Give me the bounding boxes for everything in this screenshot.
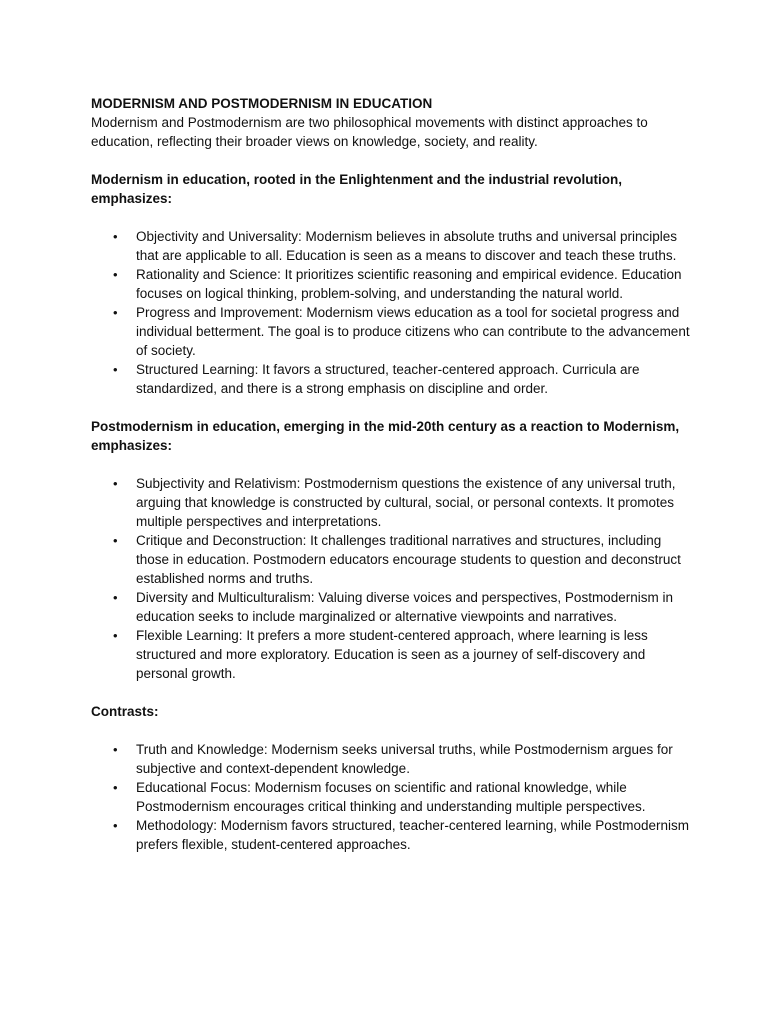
list-item-text: Diversity and Multiculturalism: Valuing diverse voices and perspectives, Postmodernism in education seeks to include marginalized or alternative viewpoints and narratives.: [136, 590, 673, 624]
bullet-icon: •: [113, 229, 118, 244]
bullet-list-contrasts: [91, 740, 691, 854]
list-item-text: Educational Focus: Modernism focuses on scientific and rational knowledge, while Postmodernism encourages critical thinking and understanding multiple perspectives.: [136, 780, 646, 814]
list-item-text: Methodology: Modernism favors structured, teacher-centered learning, while Postmodernism prefers flexible, student-centered approaches.: [136, 818, 690, 852]
list-item-text: Subjectivity and Relativism: Postmodernism questions the existence of any universal truth, arguing that knowledge is constructed by cultural, social, or personal contexts. It promotes multiple perspectives and interpretations.: [136, 476, 676, 529]
list-item-text: Progress and Improvement: Modernism views education as a tool for societal progress and individual betterment. The goal is to produce citizens who can contribute to the advancement of society.: [136, 305, 690, 358]
intro-paragraph: Modernism and Postmodernism are two philosophical movements with distinct approaches to education, reflecting their broader views on knowledge, society, and reality.: [91, 115, 648, 149]
bullet-list-modernism: [91, 227, 691, 398]
list-item: [91, 474, 691, 531]
bullet-icon: •: [113, 267, 118, 282]
list-item-text: Critique and Deconstruction: It challenges traditional narratives and structures, including those in education. Postmodern educators encourage students to question and deconstruct established norms and truths.: [136, 533, 681, 586]
list-item: [91, 816, 691, 854]
bullet-icon: •: [113, 590, 118, 605]
list-item-text: Objectivity and Universality: Modernism believes in absolute truths and universal principles that are applicable to all. Education is seen as a means to discover and teach these truths.: [136, 229, 678, 263]
document-title: MODERNISM AND POSTMODERNISM IN EDUCATION: [91, 96, 433, 111]
list-item-text: Flexible Learning: It prefers a more student-centered approach, where learning is less structured and more exploratory. Education is seen as a journey of self-discovery and personal growth.: [136, 628, 648, 681]
list-item: [91, 360, 691, 398]
list-item: [91, 265, 691, 303]
list-item-text: Rationality and Science: It prioritizes scientific reasoning and empirical evidence. Education focuses on logical thinking, problem-solving, and understanding the natural world.: [136, 267, 682, 301]
bullet-icon: •: [113, 362, 118, 377]
bullet-list-postmodernism: [91, 474, 691, 683]
section-heading-postmodernism: Postmodernism in education, emerging in the mid-20th century as a reaction to Modernism, emphasizes:: [91, 419, 680, 453]
list-item: [91, 778, 691, 816]
list-item-text: Truth and Knowledge: Modernism seeks universal truths, while Postmodernism argues for subjective and context-dependent knowledge.: [136, 742, 673, 776]
list-item: [91, 531, 691, 588]
bullet-icon: •: [113, 780, 118, 795]
list-item: [91, 588, 691, 626]
bullet-icon: •: [113, 476, 118, 491]
list-item: [91, 740, 691, 778]
list-item: [91, 626, 691, 683]
section-heading-contrasts: Contrasts:: [91, 704, 159, 719]
bullet-icon: •: [113, 305, 118, 320]
list-item: [91, 227, 691, 265]
bullet-icon: •: [113, 742, 118, 757]
list-item-text: Structured Learning: It favors a structured, teacher-centered approach. Curricula are standardized, and there is a strong emphasis on discipline and order.: [136, 362, 640, 396]
list-item: [91, 303, 691, 360]
bullet-icon: •: [113, 533, 118, 548]
document-page: [91, 94, 691, 873]
section-heading-modernism: Modernism in education, rooted in the Enlightenment and the industrial revolution, emphasizes:: [91, 172, 623, 206]
bullet-icon: •: [113, 628, 118, 643]
bullet-icon: •: [113, 818, 118, 833]
